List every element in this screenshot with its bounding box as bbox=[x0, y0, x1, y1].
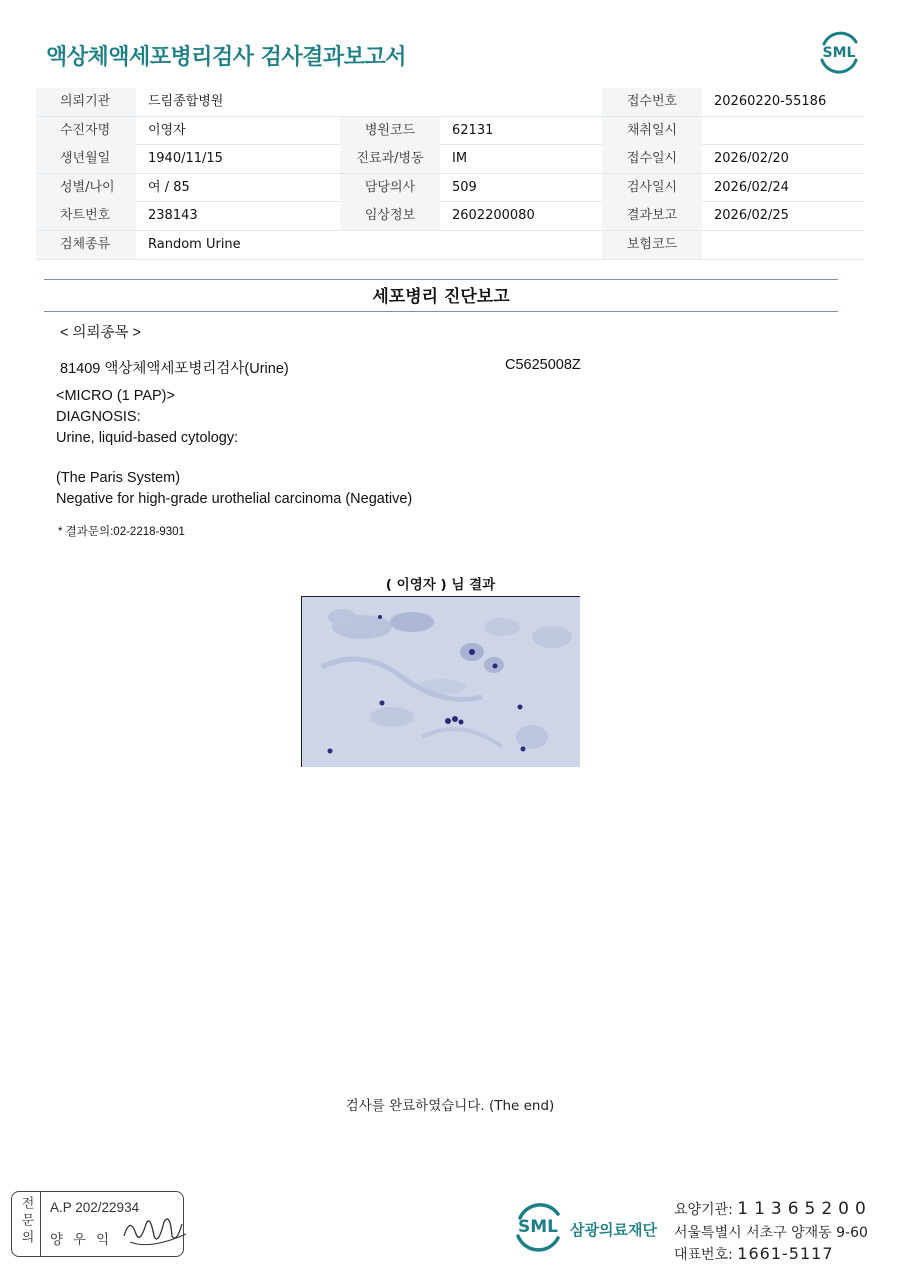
stamp-side-label bbox=[12, 1192, 41, 1256]
label-clinical-info: 임상정보 bbox=[340, 202, 440, 230]
value-birth-date: 1940/11/15 bbox=[148, 151, 223, 167]
value-receipt-date: 2026/02/20 bbox=[714, 151, 789, 167]
institution-code-line bbox=[674, 1199, 872, 1219]
license-number: A.P 202/22934 bbox=[50, 1200, 140, 1215]
label-specimen-type: 검체종류 bbox=[36, 231, 136, 259]
report-title: 액상체액세포병리검사 검사결과보고서 bbox=[46, 45, 406, 70]
image-title: ( 이영자 ) 님 결과 bbox=[385, 577, 496, 593]
label-sex-age: 성별/나이 bbox=[36, 174, 136, 202]
phone-label: 대표번호: bbox=[674, 1247, 733, 1263]
label-patient-name: 수진자명 bbox=[36, 117, 136, 145]
pathologist-stamp bbox=[11, 1191, 184, 1257]
value-clinical-info: 2602200080 bbox=[452, 208, 535, 224]
order-code: C5625008Z bbox=[505, 357, 581, 373]
info-row bbox=[36, 117, 864, 146]
signature-icon bbox=[120, 1206, 190, 1252]
address: 서울특별시 서초구 양재동 9-60 bbox=[674, 1225, 868, 1241]
section-divider bbox=[44, 311, 838, 312]
value-requesting-institution: 드림종합병원 bbox=[148, 94, 224, 109]
label-insurance-code: 보험코드 bbox=[602, 231, 702, 259]
value-specimen-type: Random Urine bbox=[148, 237, 241, 252]
section-title: 세포병리 진단보고 bbox=[372, 287, 510, 307]
info-row bbox=[36, 88, 864, 117]
order-item: 81409 액상체액세포병리검사(Urine) bbox=[60, 361, 289, 377]
label-birth-date: 생년월일 bbox=[36, 145, 136, 173]
paris-system-line: (The Paris System) bbox=[56, 470, 181, 486]
value-attending-doctor: 509 bbox=[452, 179, 477, 195]
diagnosis-result: Negative for high-grade urothelial carcinoma (Negative) bbox=[56, 491, 413, 507]
value-department: IM bbox=[452, 151, 468, 167]
stamp-side-text: 전문의 bbox=[18, 1196, 34, 1247]
doctor-name: 양우익 bbox=[50, 1232, 120, 1248]
result-inquiry: * 결과문의:02-2218-9301 bbox=[58, 526, 185, 538]
info-row bbox=[36, 202, 864, 231]
info-row bbox=[36, 231, 864, 260]
value-chart-number: 238143 bbox=[148, 208, 198, 224]
diagnosis-heading: DIAGNOSIS: bbox=[56, 409, 141, 425]
value-test-date: 2026/02/24 bbox=[714, 179, 789, 195]
institution-code: 11365200 bbox=[737, 1199, 872, 1219]
institution-code-label: 요양기관: bbox=[674, 1202, 733, 1218]
end-text: 검사를 완료하였습니다. (The end) bbox=[345, 1098, 555, 1114]
footer-sml-logo-icon bbox=[510, 1198, 566, 1254]
label-receipt-date: 접수일시 bbox=[602, 145, 702, 173]
value-insurance-code bbox=[702, 231, 864, 259]
cytology-image bbox=[301, 596, 580, 767]
svg-text:SML: SML bbox=[518, 1217, 558, 1237]
label-hospital-code: 병원코드 bbox=[340, 117, 440, 145]
label-attending-doctor: 담당의사 bbox=[340, 174, 440, 202]
value-result-report: 2026/02/25 bbox=[714, 208, 789, 224]
label-result-report: 결과보고 bbox=[602, 202, 702, 230]
svg-text:SML: SML bbox=[822, 45, 856, 61]
value-receipt-number: 20260220-55186 bbox=[714, 94, 827, 109]
phone-line bbox=[674, 1244, 834, 1264]
label-collection-date: 채취일시 bbox=[602, 117, 702, 145]
label-test-date: 검사일시 bbox=[602, 174, 702, 202]
phone-number: 1661-5117 bbox=[737, 1244, 834, 1263]
section-divider bbox=[44, 279, 838, 280]
label-requesting-institution: 의뢰기관 bbox=[36, 88, 136, 116]
order-heading: < 의뢰종목 > bbox=[60, 325, 142, 341]
micro-line: <MICRO (1 PAP)> bbox=[56, 388, 175, 404]
value-sex-age: 여 / 85 bbox=[148, 179, 190, 195]
info-row bbox=[36, 145, 864, 174]
foundation-name: 삼광의료재단 bbox=[570, 1221, 657, 1239]
info-row bbox=[36, 174, 864, 203]
patient-info-table bbox=[36, 88, 864, 260]
label-receipt-number: 접수번호 bbox=[602, 88, 702, 116]
label-chart-number: 차트번호 bbox=[36, 202, 136, 230]
label-department: 진료과/병동 bbox=[340, 145, 440, 173]
sml-logo-icon bbox=[816, 28, 862, 74]
specimen-line: Urine, liquid-based cytology: bbox=[56, 430, 239, 446]
value-hospital-code: 62131 bbox=[452, 122, 494, 138]
value-collection-date bbox=[702, 117, 864, 145]
value-patient-name: 이영자 bbox=[148, 122, 186, 138]
